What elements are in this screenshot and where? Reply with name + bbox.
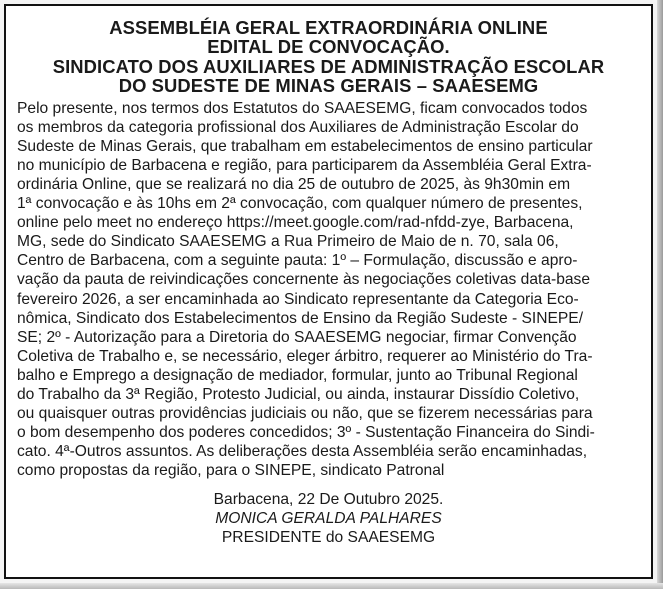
body-line: ou quaisquer outras providências judiciais ou não, que se fizerem necessárias para — [17, 405, 593, 423]
heading-line-union-region: DO SUDESTE DE MINAS GERAIS – SAAESEMG — [118, 75, 539, 97]
body-line: vação da pauta de reivindicações concernente às negociações coletivas data-base — [17, 271, 591, 289]
body-line: no município de Barbacena e região, para participarem da Assembléia Geral Extra- — [17, 156, 592, 174]
body-line: cato. 4ª-Outros assuntos. As deliberações desta Assembléia serão encaminhadas, — [17, 443, 588, 461]
notice-closing — [6, 490, 651, 547]
body-line: do Trabalho da 3ª Região, Protesto Judicial, ou ainda, instaurar Dissídio Coletivo, — [17, 386, 580, 404]
notice-body — [17, 99, 641, 481]
body-line: SE; 2º - Autorização para a Diretoria do SAAESEMG negociar, firmar Convenção — [17, 328, 577, 346]
body-line: ordinária Online, que se realizará no dia 25 de outubro de 2025, às 9h30min em — [17, 176, 571, 193]
body-line: os membros da categoria profissional dos Auxiliares de Administração Escolar do — [17, 118, 579, 136]
body-line: Centro de Barbacena, com a seguinte pauta: 1º – Formulação, discussão e apro- — [17, 252, 578, 270]
signer-title: PRESIDENTE do SAAESEMG — [221, 528, 436, 546]
scan-shadow-right — [657, 0, 663, 589]
body-line: balho e Emprego a designação de mediador, formular, junto ao Tribunal Regional — [17, 366, 578, 384]
body-line: nômica, Sindicato dos Estabelecimentos de Ensino da Região Sudeste - SINEPE/ — [17, 309, 584, 327]
heading-line-edict: EDITAL DE CONVOCAÇÃO. — [207, 36, 450, 58]
body-line: Sudeste de Minas Gerais, que trabalham em estabelecimentos de ensino particular — [17, 137, 593, 155]
place-date: Barbacena, 22 De Outubro 2025. — [213, 490, 444, 508]
scan-shadow-bottom — [0, 583, 663, 589]
body-line: 1ª convocação e às 10hs em 2ª convocação, com qualquer número de presentes, — [17, 195, 583, 213]
heading-line-union-name: SINDICATO DOS AUXILIARES DE ADMINISTRAÇÃO ESCOLAR — [52, 55, 605, 77]
body-line: o bom desempenho dos poderes concedidos; 3º - Sustentação Financeira do Sindi- — [17, 424, 595, 442]
body-line: fevereiro 2026, a ser encaminhada ao Sindicato representante da Categoria Eco- — [17, 290, 579, 308]
legal-notice-box — [4, 4, 653, 579]
body-line: Coletiva de Trabalho e, se necessário, eleger árbitro, requerer ao Ministério do Tra- — [17, 347, 593, 365]
body-line: Pelo presente, nos termos dos Estatutos do SAAESEMG, ficam convocados todos — [17, 99, 588, 117]
signer-name: MONICA GERALDA PALHARES — [215, 509, 442, 527]
body-line: MG, sede do Sindicato SAAESEMG a Rua Primeiro de Maio de n. 70, sala 06, — [17, 233, 559, 251]
body-line-meet-link: online pelo meet no endereço https://meet.google.com/rad-nfdd-zye, Barbacena, — [17, 214, 574, 232]
heading-line-assembly-title: ASSEMBLÉIA GERAL EXTRAORDINÁRIA ONLINE — [109, 17, 548, 38]
body-line: como propostas da região, para o SINEPE, sindicato Patronal — [17, 462, 445, 480]
notice-heading — [6, 18, 651, 96]
